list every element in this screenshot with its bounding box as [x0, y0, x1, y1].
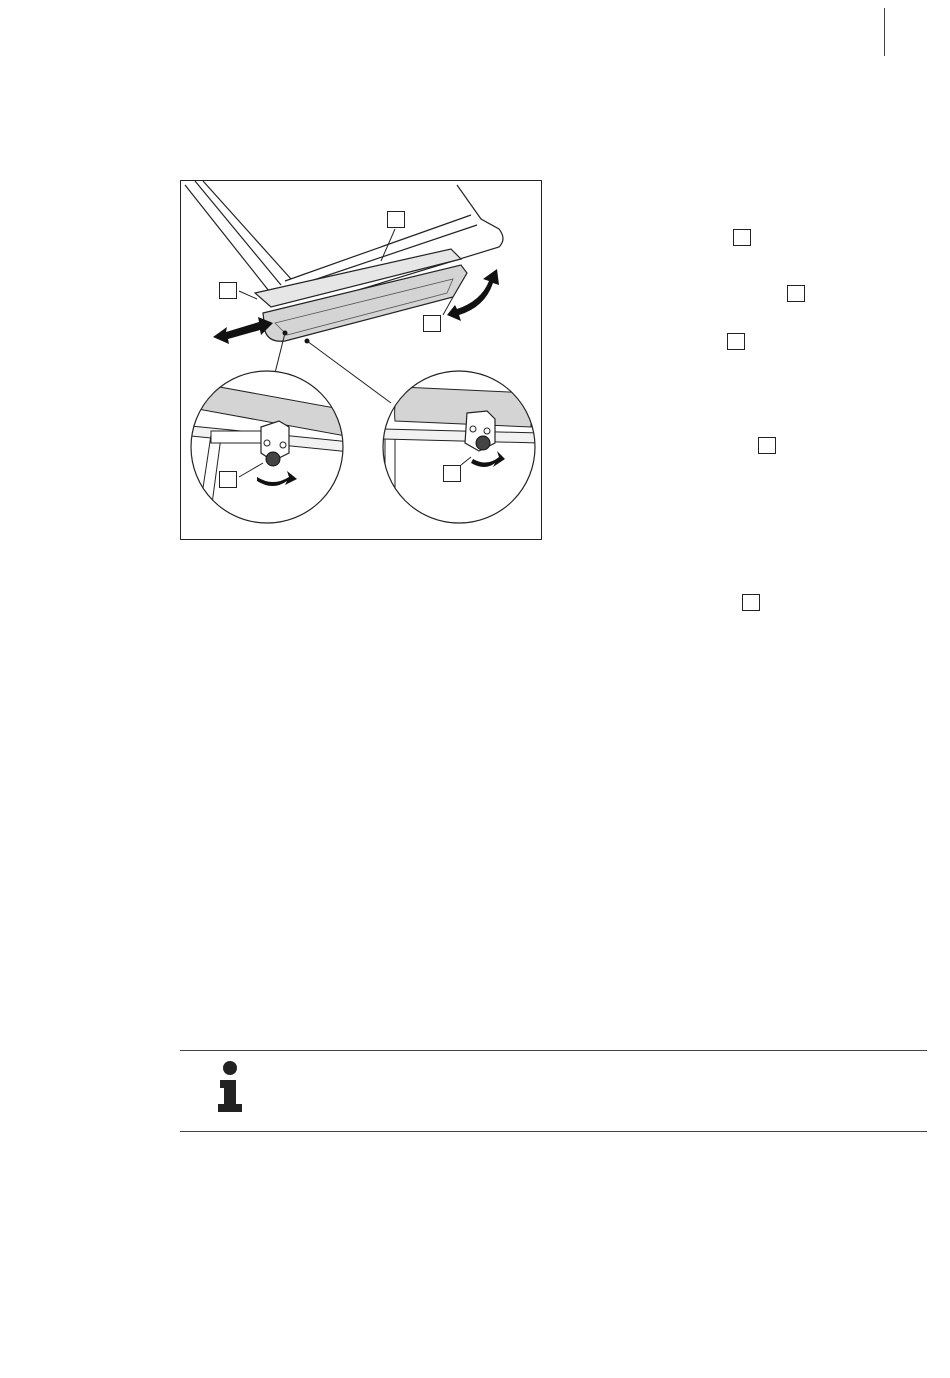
page-margin-marker: [884, 8, 885, 56]
text-callout-1: [733, 229, 751, 246]
detail-left: [181, 361, 361, 540]
note-bottom-rule: [180, 1131, 927, 1132]
installation-figure: [180, 180, 542, 540]
text-callout-2: [787, 285, 805, 302]
figure-callout-4: [219, 471, 237, 488]
figure-callout-2: [219, 282, 237, 299]
detail-right: [371, 361, 542, 540]
figure-callout-5: [443, 465, 461, 482]
text-callout-3: [727, 333, 745, 350]
text-callout-4: [758, 437, 776, 454]
text-callout-5: [742, 594, 760, 611]
figure-callout-3: [423, 315, 441, 332]
figure-callout-1: [387, 211, 405, 228]
note-top-rule: [180, 1050, 927, 1051]
slide-arrow: [213, 317, 273, 344]
info-icon: [214, 1060, 246, 1114]
